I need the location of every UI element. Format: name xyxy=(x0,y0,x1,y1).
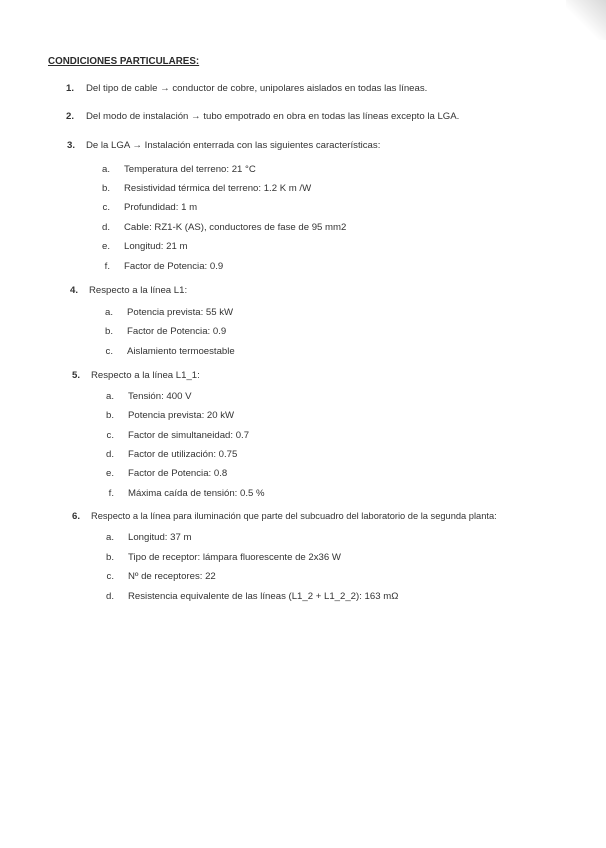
item-text: De la LGA → Instalación enterrada con las siguientes características: xyxy=(86,140,381,151)
sub-item-text: Potencia prevista: 55 kW xyxy=(127,307,234,318)
sub-item-letter: a. xyxy=(101,164,110,175)
sub-item-text: Tipo de receptor: lámpara fluorescente de 2x36 W xyxy=(128,552,341,563)
sub-item-text: Factor de Potencia: 0.9 xyxy=(124,261,224,272)
sub-item-text: Factor de simultaneidad: 0.7 xyxy=(128,430,250,441)
sub-item-letter: b. xyxy=(104,326,113,337)
sub-item-letter: e. xyxy=(105,468,114,479)
item-number: 4. xyxy=(70,285,79,296)
sub-item-letter: a. xyxy=(105,532,114,543)
page-corner-shadow xyxy=(566,0,606,40)
sub-item-letter: e. xyxy=(101,241,110,252)
sub-item-letter: c. xyxy=(106,430,114,441)
sub-item-text: Factor de utilización: 0.75 xyxy=(128,449,238,460)
sub-item-text: Longitud: 37 m xyxy=(128,532,192,543)
section-title: CONDICIONES PARTICULARES: xyxy=(48,56,200,67)
item-text: Respecto a la línea para iluminación que parte del subcuadro del laboratorio de la segunda planta: xyxy=(91,511,497,521)
item-text: Del modo de instalación → tubo empotrado en obra en todas las líneas excepto la LGA. xyxy=(86,111,460,122)
item-text: Respecto a la línea L1_1: xyxy=(91,370,200,381)
sub-item-letter: d. xyxy=(105,591,114,602)
sub-item-text: Resistencia equivalente de las líneas (L1_2 + L1_2_2): 163 mΩ xyxy=(128,591,399,602)
sub-item-letter: a. xyxy=(104,307,113,318)
sub-item-letter: f. xyxy=(108,488,114,499)
sub-item-letter: d. xyxy=(101,222,110,233)
item-text: Respecto a la línea L1: xyxy=(89,285,188,296)
sub-item-text: Tensión: 400 V xyxy=(128,391,192,402)
sub-item-text: Profundidad: 1 m xyxy=(124,202,198,213)
sub-item-text: Cable: RZ1-K (AS), conductores de fase de 95 mm2 xyxy=(124,222,347,233)
sub-item-letter: c. xyxy=(105,346,113,357)
sub-item-text: Resistividad térmica del terreno: 1.2 K m /W xyxy=(124,183,312,194)
sub-item-letter: b. xyxy=(101,183,110,194)
sub-item-letter: c. xyxy=(102,202,110,213)
sub-item-letter: d. xyxy=(105,449,114,460)
sub-item-text: Temperatura del terreno: 21 °C xyxy=(124,164,256,175)
sub-item-text: Factor de Potencia: 0.8 xyxy=(128,468,228,479)
sub-item-letter: f. xyxy=(104,261,110,272)
sub-item-text: Factor de Potencia: 0.9 xyxy=(127,326,227,337)
sub-item-letter: b. xyxy=(105,552,114,563)
sub-item-text: Aislamiento termoestable xyxy=(127,346,235,357)
sub-item-letter: c. xyxy=(106,571,114,582)
item-text: Del tipo de cable → conductor de cobre, unipolares aislados en todas las líneas. xyxy=(86,83,428,94)
sub-item-text: Longitud: 21 m xyxy=(124,241,188,252)
sub-item-text: Máxima caída de tensión: 0.5 % xyxy=(128,488,265,499)
sub-item-letter: b. xyxy=(105,410,114,421)
sub-item-text: Potencia prevista: 20 kW xyxy=(128,410,235,421)
item-number: 3. xyxy=(67,140,76,151)
item-number: 2. xyxy=(66,111,75,122)
item-number: 6. xyxy=(72,511,81,522)
item-number: 5. xyxy=(72,370,81,381)
sub-item-text: Nº de receptores: 22 xyxy=(128,571,216,582)
item-number: 1. xyxy=(66,83,75,94)
sub-item-letter: a. xyxy=(105,391,114,402)
